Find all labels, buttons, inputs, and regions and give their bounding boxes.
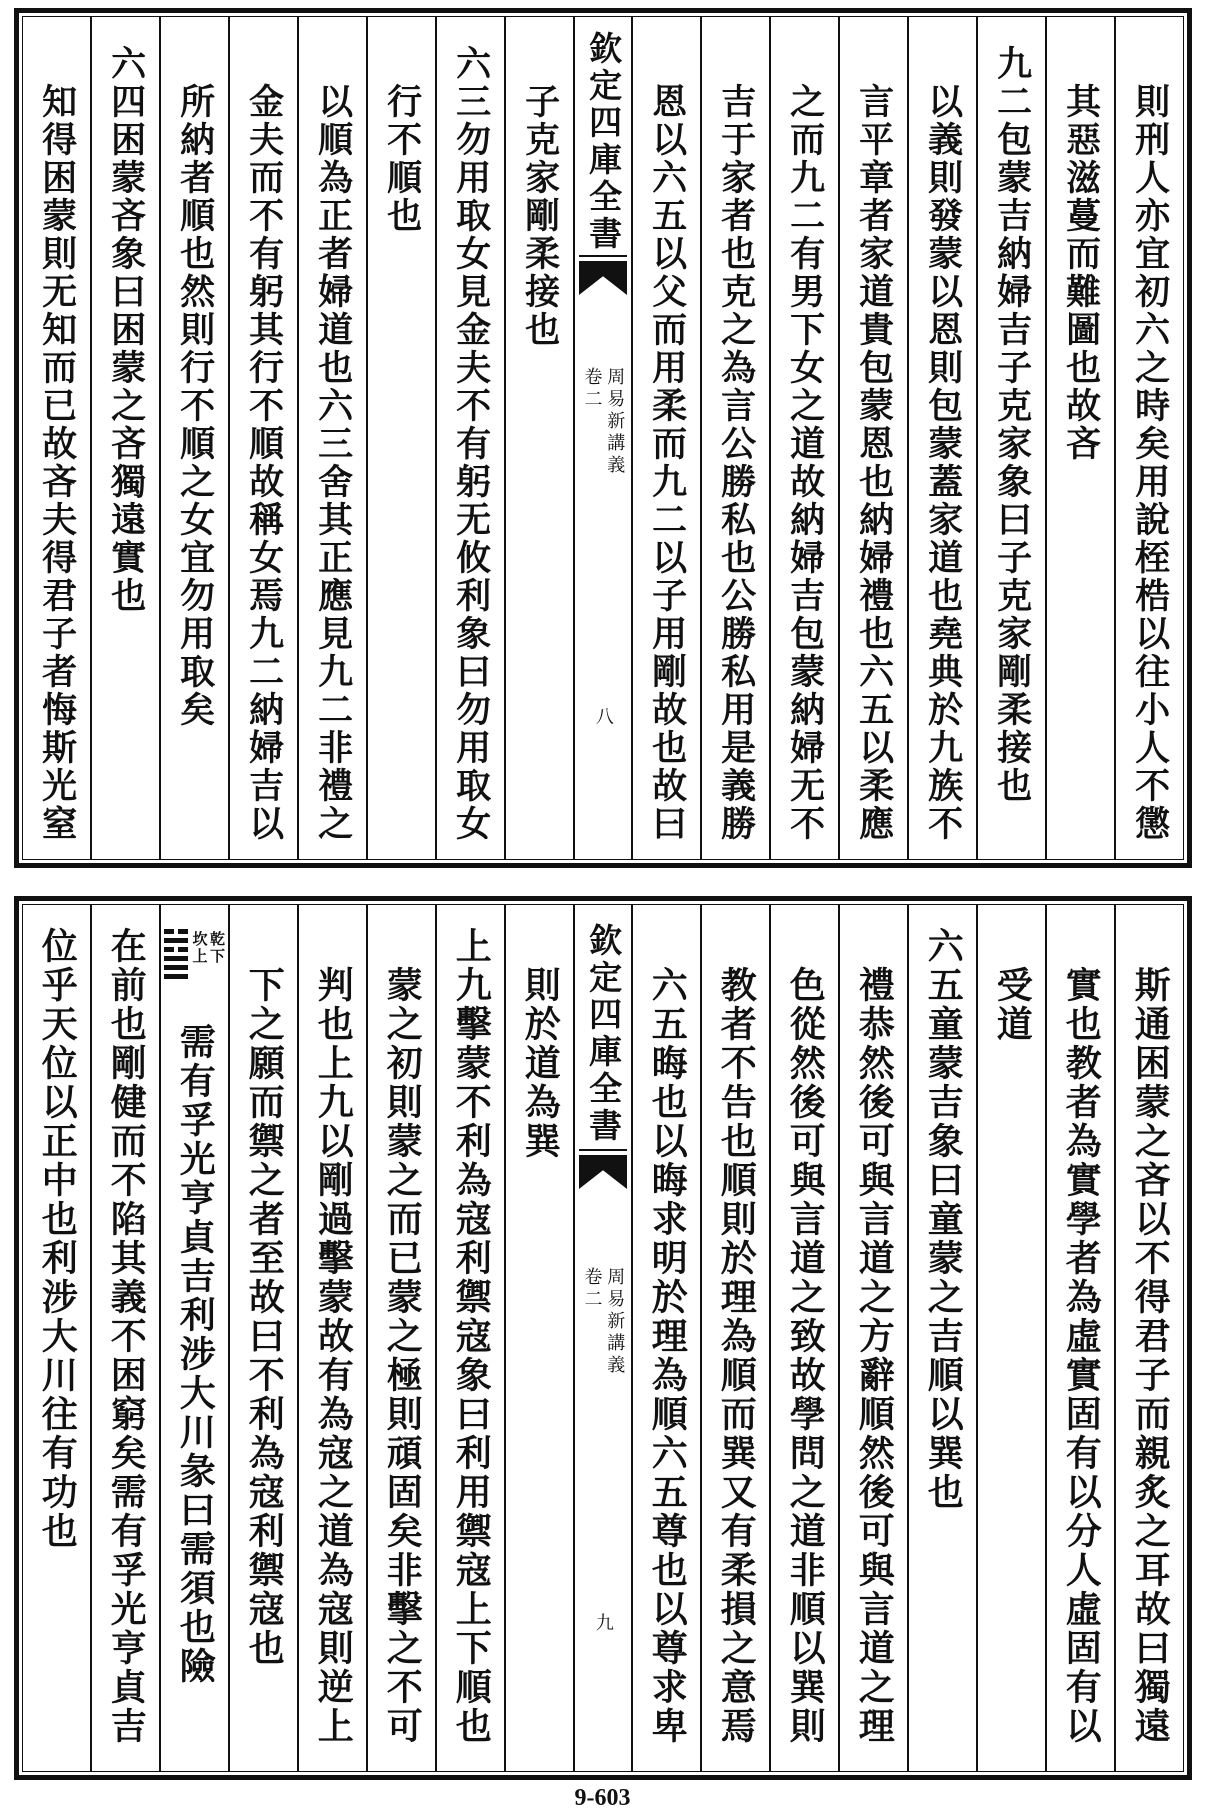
band-rule — [579, 1149, 627, 1151]
text-column — [92, 17, 161, 859]
column-text: 金夫而不有躬其行不順故稱女焉九二納婦吉以 — [243, 83, 285, 843]
hexagram-line-yang — [164, 938, 188, 943]
text-column — [299, 905, 368, 1771]
band-volume: 卷二 — [581, 367, 603, 411]
column-text: 以順為正者婦道也六三舍其正應見九二非禮之 — [312, 83, 354, 843]
column-text: 色從然後可與言道之致故學問之道非順以巽則 — [784, 966, 827, 1746]
band-title: 欽定四庫全書 — [584, 923, 624, 1145]
text-column — [368, 905, 437, 1771]
text-column — [92, 905, 161, 1771]
column-text: 以義則發蒙以恩則包蒙蓋家道也堯典於九族不 — [922, 83, 964, 843]
column-text: 六四困蒙吝象曰困蒙之吝獨遠實也 — [105, 45, 147, 615]
hexagram-line-yang — [164, 956, 188, 961]
xu-hexagram-icon — [164, 929, 188, 979]
column-text: 子克家剛柔接也 — [519, 83, 561, 349]
text-column — [23, 17, 92, 859]
hexagram-column — [161, 905, 230, 1771]
column-text: 斯通困蒙之吝以不得君子而親炙之耳故曰獨遠 — [1129, 966, 1172, 1746]
column-text: 恩以六五以父而用柔而九二以子用剛故也故曰 — [646, 83, 688, 843]
text-column — [702, 905, 771, 1771]
column-text: 禮恭然後可與言道之方辭順然後可與言道之理 — [853, 966, 896, 1746]
band-rule — [579, 255, 627, 257]
band-subtitle — [575, 367, 631, 477]
column-text: 上九擊蒙不利為寇利禦寇象曰利用禦寇上下順也 — [450, 927, 493, 1746]
column-text: 九二包蒙吉納婦吉子克家象曰子克家剛柔接也 — [991, 45, 1033, 805]
text-column — [909, 17, 978, 859]
text-column — [437, 905, 506, 1771]
text-column — [437, 17, 506, 859]
column-text: 則於道為巽 — [519, 966, 562, 1161]
text-column — [702, 17, 771, 859]
text-column — [506, 17, 573, 859]
band-book-title: 周易新講義 — [604, 367, 626, 477]
band-volume: 卷二 — [581, 1267, 603, 1311]
trigram-note-lower: 乾下 — [208, 931, 226, 965]
band-title: 欽定四庫全書 — [584, 31, 624, 253]
column-text: 實也教者為實學者為虛實固有以分人虛固有以 — [1060, 966, 1103, 1746]
column-text: 教者不告也順則於理為順而巽又有柔損之意焉 — [715, 966, 758, 1746]
center-band — [573, 905, 633, 1771]
fishtail-ornament-icon — [579, 261, 627, 295]
column-text: 所納者順也然則行不順之女宜勿用取矣 — [174, 83, 216, 729]
hexagram-line-yin — [164, 947, 188, 952]
hexagram-line-yang — [164, 974, 188, 979]
text-column — [978, 905, 1047, 1771]
fishtail-ornament-icon — [579, 1155, 627, 1189]
column-text: 之而九二有男下女之道故納婦吉包蒙納婦无不 — [784, 83, 826, 843]
page-reference: 9-603 — [574, 1785, 631, 1811]
band-book-title: 周易新講義 — [604, 1267, 626, 1377]
text-column — [1116, 17, 1183, 859]
band-page-number: 九 — [592, 1613, 614, 1631]
text-column — [840, 905, 909, 1771]
text-column — [506, 905, 573, 1771]
top-page-frame — [22, 16, 1184, 860]
hexagram-trigram-note — [191, 931, 225, 965]
text-column — [368, 17, 437, 859]
column-text: 知得困蒙則无知而已故吝夫得君子者悔斯光窒 — [36, 83, 78, 843]
band-subtitle — [575, 1267, 631, 1377]
column-text: 受道 — [991, 966, 1034, 1044]
column-text: 下之願而禦之者至故曰不利為寇利禦寇也 — [243, 966, 286, 1668]
text-column — [1047, 17, 1116, 859]
text-column — [633, 905, 702, 1771]
band-page-number: 八 — [592, 707, 614, 725]
column-text: 則刑人亦宜初六之時矣用說桎梏以往小人不懲 — [1129, 83, 1171, 843]
hexagram-header — [164, 927, 225, 1023]
text-column — [978, 17, 1047, 859]
column-text: 六五童蒙吉象曰童蒙之吉順以巽也 — [922, 927, 965, 1512]
text-column — [840, 17, 909, 859]
text-column — [771, 17, 840, 859]
bottom-page-panel — [14, 896, 1192, 1780]
top-page-panel — [14, 8, 1192, 868]
text-column — [161, 17, 230, 859]
column-text: 其惡滋蔓而難圖也故吝 — [1060, 83, 1102, 463]
column-text: 判也上九以剛過擊蒙故有為寇之道為寇則逆上 — [312, 966, 355, 1746]
center-band — [573, 17, 633, 859]
hexagram-line-yin — [164, 929, 188, 934]
column-text: 吉于家者也克之為言公勝私也公勝私用是義勝 — [715, 83, 757, 843]
text-column — [299, 17, 368, 859]
column-text: 位乎天位以正中也利涉大川往有功也 — [36, 927, 79, 1551]
text-column — [1116, 905, 1183, 1771]
text-column — [909, 905, 978, 1771]
column-text: 蒙之初則蒙之而已蒙之極則頑固矣非擊之不可 — [381, 966, 424, 1746]
text-column — [230, 905, 299, 1771]
text-column — [23, 905, 92, 1771]
column-text: 行不順也 — [381, 83, 423, 235]
text-column — [1047, 905, 1116, 1771]
text-column — [633, 17, 702, 859]
column-text: 需有孚光亨貞吉利涉大川彖曰需須也險 — [174, 1023, 217, 1686]
column-text: 言平章者家道貴包蒙恩也納婦禮也六五以柔應 — [853, 83, 895, 843]
text-column — [230, 17, 299, 859]
trigram-note-upper: 坎上 — [190, 931, 209, 965]
column-text: 六三勿用取女見金夫不有躬无攸利象曰勿用取女 — [450, 45, 492, 843]
bottom-page-frame — [22, 904, 1184, 1772]
text-column — [771, 905, 840, 1771]
hexagram-line-yang — [164, 965, 188, 970]
column-text: 在前也剛健而不陷其義不困窮矣需有孚光亨貞吉 — [105, 927, 148, 1746]
column-text: 六五晦也以晦求明於理為順六五尊也以尊求卑 — [646, 966, 689, 1746]
